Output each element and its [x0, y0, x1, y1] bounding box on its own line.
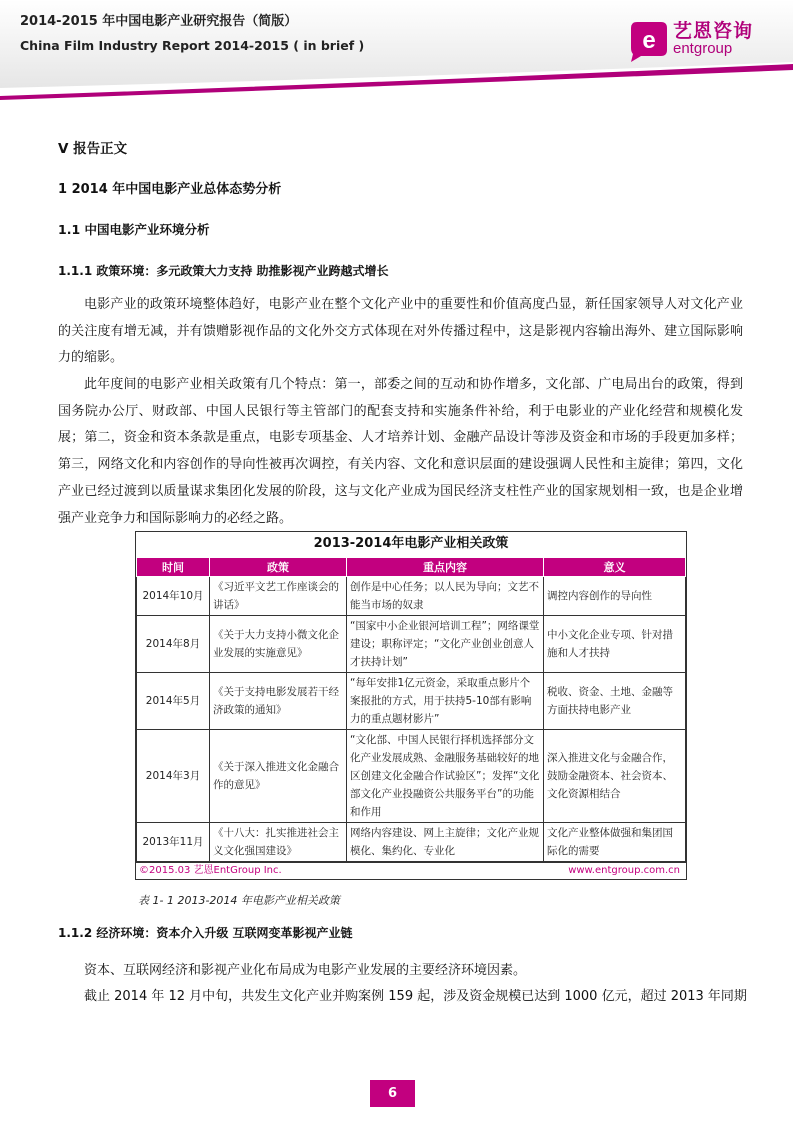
table-footer — [136, 862, 686, 879]
cell-key-content: 网络内容建设、网上主旋律；文化产业规模化、集约化、专业化 — [347, 823, 544, 862]
page-header — [0, 0, 793, 100]
page-number: 6 — [370, 1080, 415, 1107]
paragraph-mergers: 截止 2014 年 12 月中旬，共发生文化产业并购案例 159 起，涉及资金规模已达到 1000 亿元，超过 2013 年同期 — [84, 989, 747, 1004]
cell-meaning: 中小文化企业专项、针对措施和人才扶持 — [544, 616, 686, 673]
cell-meaning: 税收、资金、土地、金融等方面扶持电影产业 — [544, 673, 686, 730]
cell-key-content: “国家中小企业银河培训工程”；网络课堂建设；职称评定；“文化产业创业创意人才扶持计划” — [347, 616, 544, 673]
header-policy: 政策 — [210, 558, 347, 577]
cell-time: 2014年5月 — [137, 673, 210, 730]
cell-key-content: “每年安排1亿元资金，采取重点影片个案报批的方式，用于扶持5-10部有影响力的重点题材影片” — [347, 673, 544, 730]
cell-meaning: 深入推进文化与金融合作，鼓励金融资本、社会资本、文化资源相结合 — [544, 730, 686, 823]
table-row — [137, 673, 686, 730]
policy-environment-heading: 1.1.1 政策环境：多元政策大力支持 助推影视产业跨越式增长 — [58, 264, 389, 278]
table-title: 2013-2014年电影产业相关政策 — [313, 536, 509, 551]
cell-key-content: “文化部、中国人民银行择机选择部分文化产业发展成熟、金融服务基础较好的地区创建文化金融合作试验区”；发挥“文化部文化产业投融资公共服务平台”的功能和作用 — [347, 730, 544, 823]
header-title-cn: 2014-2015 年中国电影产业研究报告（简版） — [20, 14, 298, 29]
policy-table-figure — [135, 531, 687, 880]
cell-key-content: 创作是中心任务；以人民为导向；文艺不能当市场的奴隶 — [347, 577, 544, 616]
chapter-heading: 1 2014 年中国电影产业总体态势分析 — [58, 182, 282, 197]
table-source-link: www.entgroup.com.cn — [568, 865, 680, 876]
paragraph-economic-factors: 资本、互联网经济和影视产业化布局成为电影产业发展的主要经济环境因素。 — [84, 963, 527, 978]
cell-meaning: 文化产业整体做强和集团国际化的需要 — [544, 823, 686, 862]
section-heading: V 报告正文 — [58, 141, 128, 157]
cell-policy: 《关于大力支持小微文化企业发展的实施意见》 — [210, 616, 347, 673]
cell-time: 2014年3月 — [137, 730, 210, 823]
table-row — [137, 823, 686, 862]
cell-policy: 《十八大：扎实推进社会主义文化强国建设》 — [210, 823, 347, 862]
cell-policy: 《习近平文艺工作座谈会的讲话》 — [210, 577, 347, 616]
table-row — [137, 616, 686, 673]
logo-text-en: entgroup — [673, 40, 733, 57]
cell-policy: 《关于支持电影发展若干经济政策的通知》 — [210, 673, 347, 730]
header-meaning: 意义 — [544, 558, 686, 577]
svg-text:e: e — [642, 27, 656, 54]
cell-time: 2013年11月 — [137, 823, 210, 862]
paragraph-policy-overview: 电影产业的政策环境整体趋好，电影产业在整个文化产业中的重要性和价值高度凸显，新任国家领导人对文化产业的关注度有增无减，并有馈赠影视作品的文化外交方式体现在对外传播过程中，这是影视内容输出海外、建立国际影响力的缩影。 — [58, 297, 743, 366]
table-row — [137, 577, 686, 616]
subsection-heading: 1.1 中国电影产业环境分析 — [58, 222, 210, 237]
paragraph-policy-features: 此年度间的电影产业相关政策有几个特点：第一，部委之间的互动和协作增多，文化部、广电局出台的政策，得到国务院办公厅、财政部、中国人民银行等主管部门的配套支持和实施条件补给，利于电影业的产业化经营和规模化发展；第二，资金和资本条款是重点，电影专项基金、人才培养计划、金融产品设计等涉及资金和市场的手段更加多样；第三，网络文化和内容创作的导向性被再次调控，有关内容、文化和意识层面的建设强调人民性和主旋律；第四，文化产业已经过渡到以质量谋求集团化发展的阶段，这与文化产业成为国民经济支柱性产业的国家规划相一致，也是企业增强产业竞争力和国际影响力的必经之路。 — [58, 377, 743, 526]
table-copyright: ©2015.03 艺恩EntGroup Inc. — [139, 865, 282, 876]
cell-meaning: 调控内容创作的导向性 — [544, 577, 686, 616]
header-title-en: China Film Industry Report 2014-2015 ( in brief ) — [20, 38, 365, 53]
table-header-row — [137, 558, 686, 577]
logo-text-cn: 艺恩咨询 — [673, 20, 754, 42]
header-key-content: 重点内容 — [347, 558, 544, 577]
cell-time: 2014年10月 — [137, 577, 210, 616]
policy-table — [136, 557, 686, 862]
cell-time: 2014年8月 — [137, 616, 210, 673]
entgroup-logo — [625, 16, 775, 62]
table-row — [137, 730, 686, 823]
cell-policy: 《关于深入推进文化金融合作的意见》 — [210, 730, 347, 823]
header-time: 时间 — [137, 558, 210, 577]
entgroup-logo-icon — [625, 18, 669, 62]
table-caption: 表 1- 1 2013-2014 年电影产业相关政策 — [138, 894, 340, 907]
economic-environment-heading: 1.1.2 经济环境：资本介入升级 互联网变革影视产业链 — [58, 926, 353, 940]
